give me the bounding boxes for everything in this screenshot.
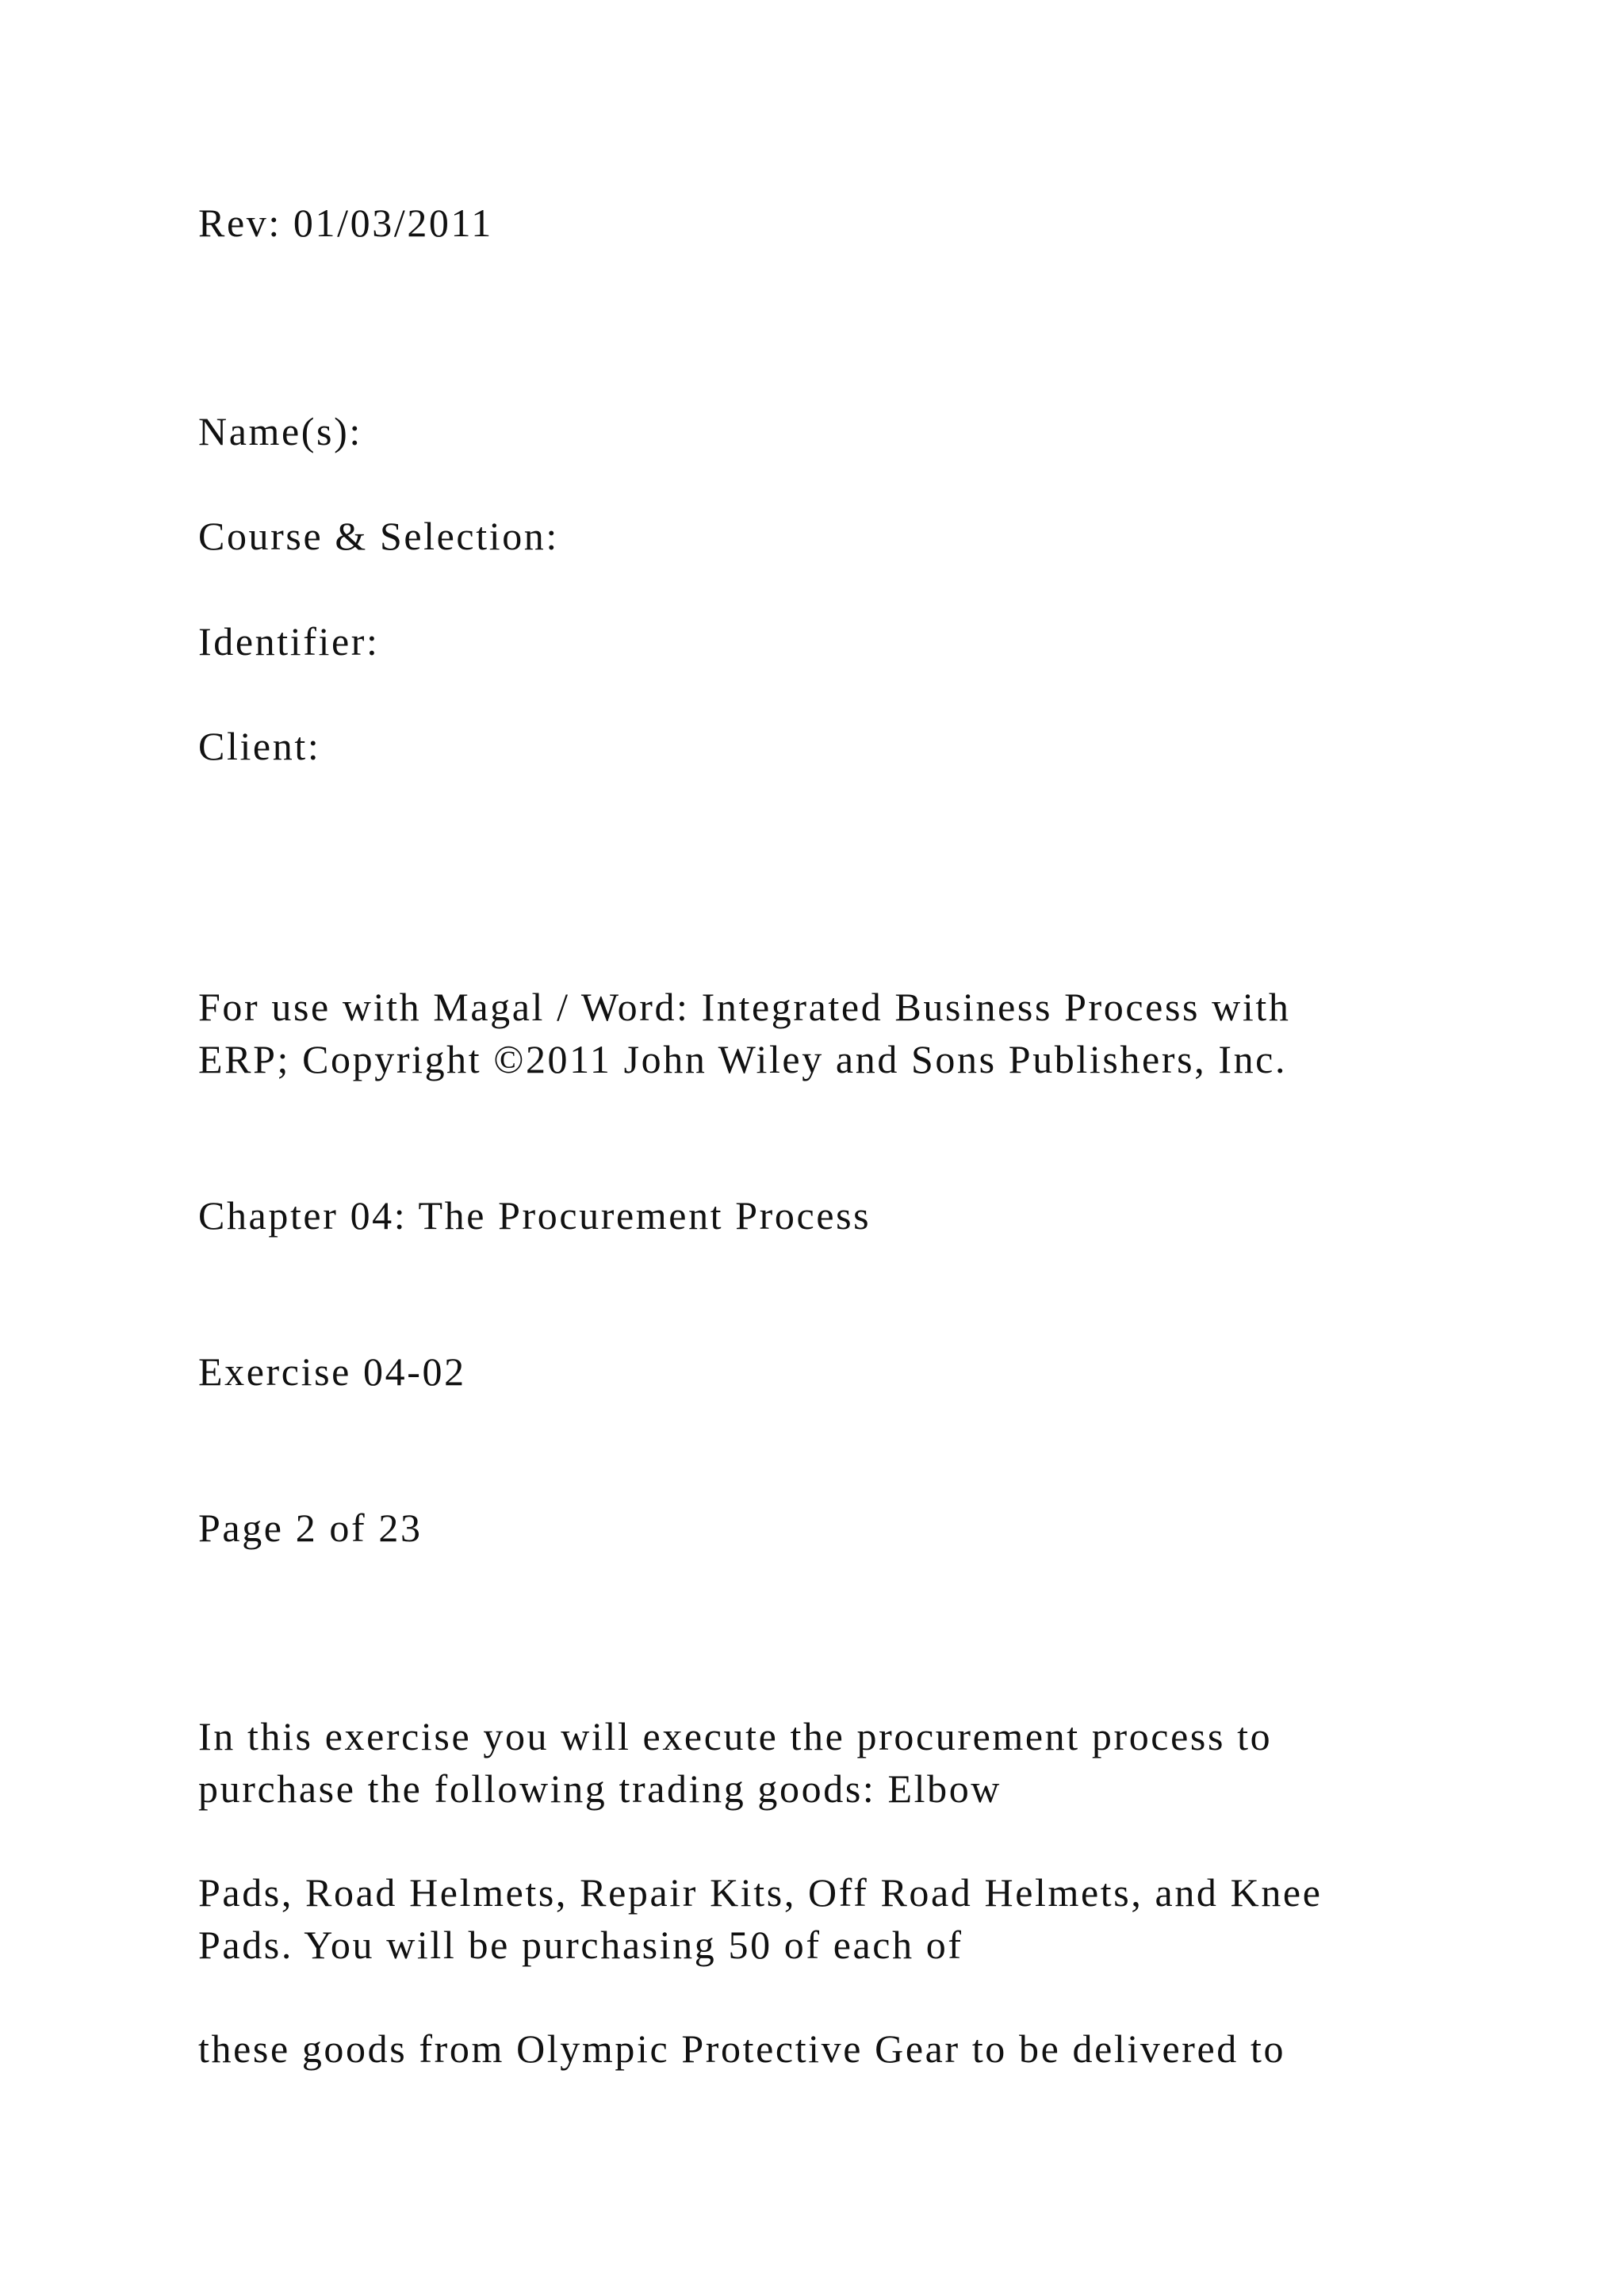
intro-text-line-2: purchase the following trading goods: Elbow bbox=[198, 1766, 1002, 1811]
course-label: Course & Selection: bbox=[198, 514, 559, 558]
usage-notice-line-1: For use with Magal / Word: Integrated Business Process with bbox=[198, 985, 1291, 1029]
names-label: Name(s): bbox=[198, 409, 362, 453]
revision-date: Rev: 01/03/2011 bbox=[198, 201, 493, 245]
intro-text-line-3: Pads, Road Helmets, Repair Kits, Off Road Helmets, and Knee bbox=[198, 1870, 1323, 1915]
client-label: Client: bbox=[198, 724, 321, 768]
page-number: Page 2 of 23 bbox=[198, 1506, 423, 1550]
exercise-id: Exercise 04-02 bbox=[198, 1349, 466, 1394]
usage-notice-line-2: ERP; Copyright ©2011 John Wiley and Sons Publishers, Inc. bbox=[198, 1037, 1288, 1081]
chapter-title: Chapter 04: The Procurement Process bbox=[198, 1193, 871, 1238]
identifier-label: Identifier: bbox=[198, 619, 380, 664]
intro-text-line-5: these goods from Olympic Protective Gear to be delivered to bbox=[198, 2026, 1286, 2071]
intro-text-line-4: Pads. You will be purchasing 50 of each of bbox=[198, 1923, 963, 1967]
intro-text-line-1: In this exercise you will execute the procurement process to bbox=[198, 1714, 1273, 1758]
